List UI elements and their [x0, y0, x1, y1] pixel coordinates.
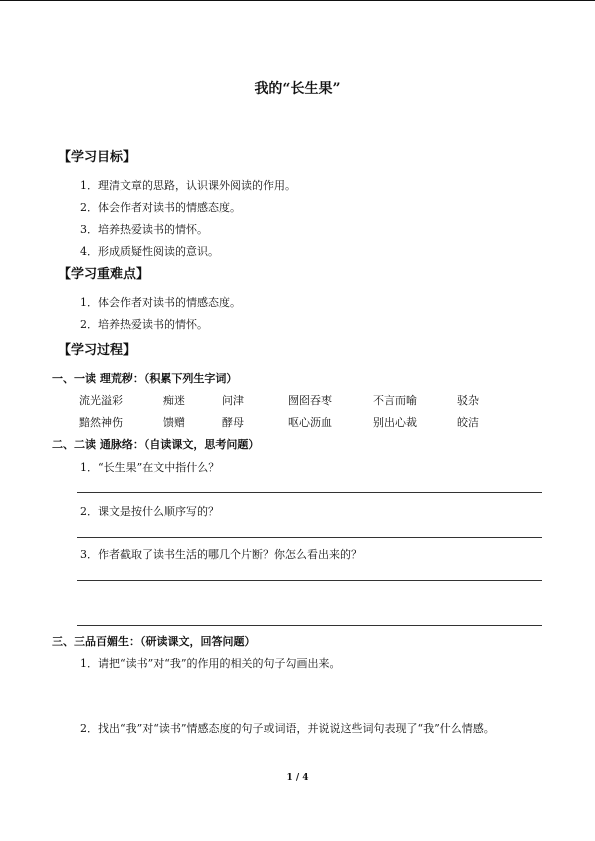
vocab-word: 囫囵吞枣: [288, 394, 332, 407]
question-text: 2．课文是按什么顺序写的？: [80, 505, 219, 518]
vocab-word: 黯然神伤: [79, 416, 123, 429]
key-point-item: 2．培养热爱读书的情怀。: [80, 318, 208, 331]
top-border-rule: [0, 0, 595, 1]
question-text: 3．作者截取了读书生活的哪几个片断？你怎么看出来的？: [80, 548, 362, 561]
objective-item: 3．培养热爱读书的情怀。: [80, 223, 208, 236]
vocab-word: 呕心沥血: [288, 416, 332, 429]
vocab-word: 皎洁: [457, 416, 479, 429]
process-heading: 【学习过程】: [58, 343, 137, 358]
answer-line: [77, 537, 542, 538]
question-text: 1．“长生果”在文中指什么？: [80, 461, 220, 474]
vocab-word: 馈赠: [163, 416, 185, 429]
vocab-word: 酵母: [222, 416, 244, 429]
document-title: 我的“长生果”: [254, 81, 341, 97]
vocab-word: 流光溢彩: [79, 394, 123, 407]
vocab-word: 问津: [222, 394, 244, 407]
objective-item: 4．形成质疑性阅读的意识。: [80, 245, 219, 258]
objectives-heading: 【学习目标】: [58, 150, 137, 165]
part3-heading: 三、三品百媚生：（研读课文，回答问题）: [52, 635, 256, 648]
part1-heading: 一、一读 理荒秽：（积累下列生字词）: [52, 372, 238, 385]
vocab-word: 痴迷: [163, 394, 185, 407]
key-point-item: 1．体会作者对读书的情感态度。: [80, 296, 241, 309]
objective-item: 2．体会作者对读书的情感态度。: [80, 201, 241, 214]
answer-line: [77, 580, 542, 581]
key-points-heading: 【学习重难点】: [58, 267, 150, 282]
vocab-word: 驳杂: [457, 394, 479, 407]
answer-line: [77, 492, 542, 493]
question-paragraph: 2．找出“我”对“读书”情感态度的句子或词语，并说说这些词句表现了“我”什么情感。: [80, 722, 495, 735]
vocab-word: 不言而喻: [373, 394, 417, 407]
vocab-word: 别出心裁: [373, 416, 417, 429]
question-text: 1．请把“读书”对“我”的作用的相关的句子勾画出来。: [80, 657, 341, 670]
page-number: 1 / 4: [286, 773, 309, 783]
objective-item: 1．理清文章的思路，认识课外阅读的作用。: [80, 179, 296, 192]
part2-heading: 二、二读 通脉络：（自读课文，思考问题）: [52, 438, 260, 451]
answer-line: [77, 625, 542, 626]
